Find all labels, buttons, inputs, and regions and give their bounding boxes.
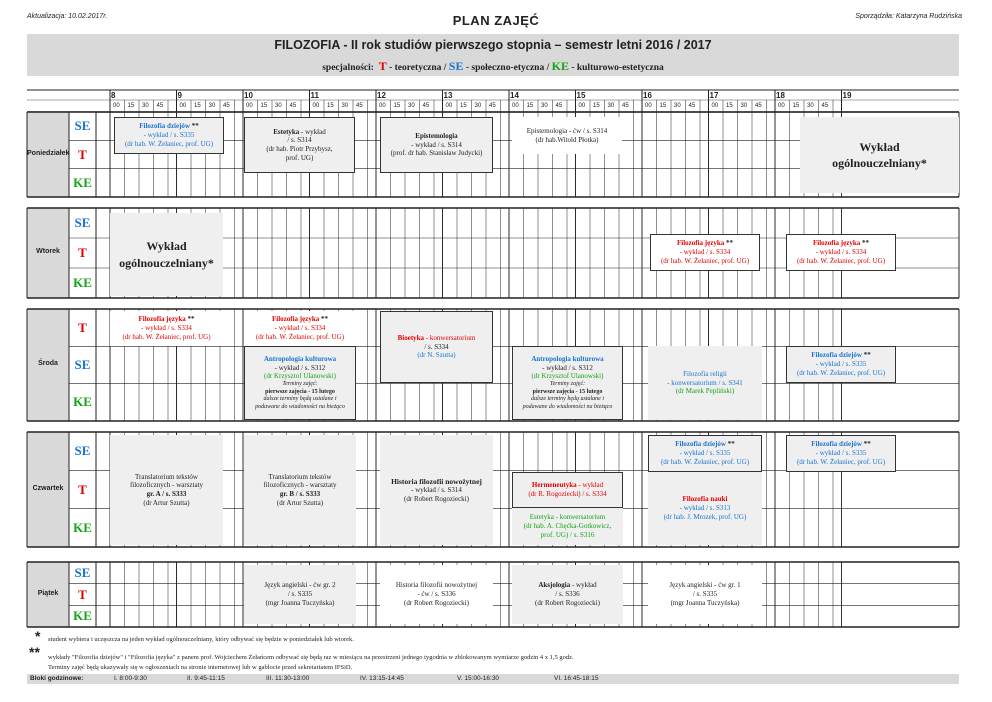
block-line: (dr hab. W. Żełaniec, prof. UG)	[796, 368, 886, 377]
thu-translatorium-b[interactable]	[244, 435, 356, 545]
tue-filozofia-jezyka-2[interactable]	[786, 234, 896, 271]
mon-wyklad-ogolnouczelniany[interactable]	[800, 117, 959, 193]
block-line: podawane do wiadomości na bieżąco	[522, 403, 613, 410]
minute-label: 15	[792, 103, 800, 109]
minute-label: 30	[341, 103, 349, 109]
block-line: ogólnouczelniany*	[832, 156, 927, 170]
block-line: - wykład / s. S335	[679, 449, 731, 458]
hour-label: 15	[576, 91, 586, 100]
block-line: (dr hab.Witold Płotka)	[535, 135, 599, 144]
footnote-1-mark: *	[35, 628, 41, 644]
block-line: (dr Robert Rogoziecki)	[404, 494, 469, 503]
fri-aksjologia[interactable]	[512, 565, 623, 624]
spec-row-label: T	[78, 245, 87, 260]
hour-label: 13	[443, 91, 453, 100]
wed-filozofia-jezyka-1[interactable]	[110, 311, 223, 346]
minute-label: 45	[289, 103, 297, 109]
minute-label: 00	[578, 103, 586, 109]
block-line: - wykład / s. S313	[679, 504, 731, 513]
wed-antropologia-kulturowa-1[interactable]	[244, 346, 356, 420]
stars: **	[727, 440, 735, 449]
minute-label: 45	[156, 103, 164, 109]
spec-row-label: T	[78, 481, 87, 497]
hour-label: 16	[643, 91, 652, 100]
block-line: ogólnouczelniany*	[119, 255, 214, 270]
spec-label: specjalności:	[322, 63, 374, 73]
block-title: Filozofia dziejów	[675, 440, 726, 449]
block-title: Historia filozofii nowożytnej	[391, 476, 482, 486]
wed-bioetyka[interactable]	[380, 311, 493, 383]
block-title: Filozofia dziejów	[811, 351, 862, 360]
block-line: (dr hab. W. Żełaniec, prof. UG)	[122, 332, 211, 341]
spec-sep: /	[544, 63, 552, 73]
block-line: (dr hab. W. Żełaniec, prof. UG)	[255, 332, 345, 341]
hour-label: 17	[709, 91, 719, 100]
spec-row-label: KE	[73, 608, 92, 624]
day-label: Poniedziałek	[27, 149, 70, 157]
block-line: - wykład / s. S334	[679, 248, 731, 257]
bloki-item: IV. 13:15-14:45	[360, 675, 404, 682]
block-line: (dr Robert Rogoziecki)	[535, 598, 600, 607]
block-line: - wykład / s. S314	[411, 140, 462, 149]
minute-label: 30	[208, 103, 216, 109]
hour-label: 8	[111, 91, 116, 100]
minute-label: 00	[246, 103, 253, 109]
mon-estetyka[interactable]	[244, 117, 355, 173]
tue-wyklad-ogolnouczelniany[interactable]	[110, 213, 223, 296]
hour-label: 10	[244, 91, 253, 100]
block-line: (dr Artur Szutta)	[276, 498, 324, 507]
minute-label: 45	[422, 103, 430, 109]
minute-label: 00	[778, 103, 785, 109]
block-line: / s. S335	[287, 590, 313, 599]
block-line: Historia filozofii nowożytnej	[395, 581, 478, 590]
block-line: podawane do wiadomości na bieżąco	[255, 403, 345, 410]
spec-desc-t: - teoretyczna	[389, 63, 442, 73]
block-title: Filozofia języka	[677, 239, 725, 248]
block-line: Język angielski - ćw gr. 1	[669, 581, 741, 590]
block-line: / s. S336	[555, 590, 580, 599]
block-title: Filozofia nauki	[682, 495, 728, 504]
block-title-suffix: - konwersatorium	[424, 333, 476, 342]
thu-translatorium-a[interactable]	[110, 435, 223, 545]
day-label: Środa	[38, 360, 58, 367]
program-title: FILOZOFIA - II rok studiów pierwszego stopnia – semestr letni 2016 / 2017	[274, 38, 712, 52]
block-line: (dr hab. W. Żełaniec, prof. UG)	[796, 457, 886, 466]
thu-filozofia-dziejow-1[interactable]	[648, 435, 762, 472]
spec-row-label: T	[78, 586, 87, 602]
stars: **	[191, 122, 199, 131]
block-line: / s. S334	[424, 342, 449, 351]
block-line: (mgr Joanna Tuczyńska)	[265, 598, 335, 607]
block-line: (dr N. Szutta)	[417, 351, 456, 360]
block-line: gr. B / s. S333	[279, 490, 321, 498]
minute-label: 15	[327, 103, 334, 109]
minute-label: 15	[260, 103, 268, 109]
stars: **	[321, 315, 328, 324]
block-title: Antropologia kulturowa	[263, 354, 337, 363]
block-line: - wykład / s. S334	[274, 324, 326, 333]
block-line: pierwsze zajęcia - 15 lutego	[532, 388, 603, 395]
block-line: Wykład	[859, 139, 900, 154]
block-line: (dr Artur Szutta)	[143, 498, 190, 507]
block-line: - wykład / s. S335	[815, 360, 867, 369]
block-title: Aksjologia	[538, 581, 571, 590]
minute-label: 15	[593, 103, 600, 109]
block-line: Terminy zajęć:	[282, 381, 318, 388]
minute-label: 15	[526, 103, 534, 109]
block-line: / s. S314	[287, 136, 312, 145]
block-line: (dr hab. J. Mrozek, prof. UG)	[663, 512, 747, 521]
spec-code-se: SE	[448, 59, 464, 73]
footnote-3: Terminy zajęć będą ukazywały się w ogłoszeniach na stronie internetowej lub w gablocie przed sekretariatem IFSiD.	[48, 664, 353, 671]
minute-label: 30	[142, 103, 149, 109]
fri-jezyk-angielski-2[interactable]	[244, 565, 356, 624]
block-line: Estetyka - konwersatorium	[529, 513, 606, 522]
mon-filozofia-dziejow[interactable]	[114, 117, 224, 154]
mon-epistemologia[interactable]	[380, 117, 493, 173]
block-line: - wykład	[301, 127, 326, 136]
block-title: Filozofia języka	[813, 239, 861, 248]
block-line: dalsze terminy będą ustalane i	[531, 396, 604, 403]
wed-filozofia-religii[interactable]	[648, 346, 762, 420]
day-label: Czwartek	[32, 484, 64, 492]
minute-label: 00	[512, 103, 519, 109]
spec-row-label: SE	[74, 357, 91, 372]
minute-label: 30	[674, 103, 681, 109]
thu-historia-filozofii[interactable]	[380, 435, 493, 545]
hour-label: 12	[377, 91, 386, 100]
minute-label: 45	[755, 103, 762, 109]
block-title: Filozofia języka	[138, 315, 186, 324]
minute-label: 00	[645, 103, 652, 109]
bloki-item: V. 15:00-16:30	[457, 675, 500, 682]
bloki-label: Bloki godzinowe:	[30, 675, 84, 682]
fri-historia-filozofii-cw[interactable]	[380, 565, 493, 624]
spec-row-label: T	[78, 146, 87, 162]
block-line: (dr Marek Pepliński)	[675, 387, 735, 396]
minute-label: 45	[821, 103, 829, 109]
block-line: - wykład / s. S335	[815, 449, 867, 458]
spec-row-label: KE	[73, 275, 92, 290]
spec-row-label: SE	[74, 443, 91, 459]
block-line: (dr Krzysztof Ulanowski)	[264, 372, 336, 381]
block-line: (dr Robert Rogoziecki)	[404, 598, 469, 607]
block-line: prof. UG)	[285, 153, 314, 162]
block-title: Hermeneutyka	[531, 481, 577, 490]
minute-label: 45	[555, 103, 563, 109]
stars: **	[863, 351, 871, 360]
minute-label: 30	[541, 103, 548, 109]
day-label: Wtorek	[36, 248, 60, 255]
thu-filozofia-nauki[interactable]	[648, 472, 762, 545]
block-line: filozoficznych - warsztaty	[129, 481, 204, 490]
block-line: (mgr Joanna Tuczyńska)	[670, 598, 740, 607]
minute-label: 00	[379, 103, 386, 109]
minute-label: 15	[194, 103, 201, 109]
block-line: - wykład / s. S335	[143, 131, 195, 140]
day-label: Piątek	[37, 589, 59, 597]
block-line: (dr Krzysztof Ulanowski)	[531, 372, 604, 381]
minute-label: 30	[275, 103, 282, 109]
block-line: filozoficznych - warsztaty	[263, 481, 337, 490]
spec-row-label: KE	[73, 394, 92, 410]
stars: **	[726, 239, 733, 248]
hour-label: 19	[842, 91, 852, 100]
spec-row-label: SE	[74, 215, 91, 230]
minute-label: 15	[127, 103, 135, 109]
fri-jezyk-angielski-1[interactable]	[648, 565, 762, 624]
block-line: (dr hab. Piotr Przybysz,	[266, 145, 333, 153]
thu-estetyka-konw[interactable]	[512, 508, 623, 545]
bloki-item: VI. 16:45-18:15	[554, 675, 599, 682]
wed-filozofia-jezyka-2[interactable]	[244, 311, 356, 346]
mon-epistemologia-cw[interactable]	[512, 117, 622, 154]
stars: **	[862, 239, 869, 248]
minute-label: 30	[740, 103, 748, 109]
time-blocks-legend	[27, 674, 959, 684]
block-line: / s. S335	[692, 590, 718, 599]
wed-filozofia-dziejow[interactable]	[786, 346, 896, 383]
spec-desc-ke: - kulturowo-estetyczna	[571, 63, 664, 73]
block-line: - wykład / s. S334	[141, 324, 192, 333]
minute-label: 45	[622, 103, 629, 109]
footnote-2-mark: **	[29, 644, 40, 660]
block-title: Antropologia kulturowa	[531, 354, 604, 363]
stars: **	[187, 315, 195, 324]
spec-row-label: T	[78, 319, 87, 335]
spec-sep: /	[441, 63, 449, 73]
update-date: Aktualizacja: 10.02.2017r.	[27, 13, 108, 20]
wed-antropologia-kulturowa-2[interactable]	[512, 346, 623, 420]
minute-label: 00	[179, 103, 187, 109]
spec-row-label: KE	[73, 519, 92, 535]
block-line: (prof. dr hab. Stanisław Judycki)	[390, 149, 483, 158]
minute-label: 00	[711, 103, 719, 109]
block-line: Translatorium tekstów	[135, 472, 198, 481]
minute-label: 45	[688, 103, 696, 109]
spec-row-label: SE	[74, 564, 91, 580]
tue-filozofia-jezyka-1[interactable]	[650, 234, 760, 271]
thu-hermeneutyka[interactable]	[512, 472, 623, 508]
hour-label: 11	[310, 91, 319, 100]
spec-desc-se: - społeczno-etyczna	[465, 63, 545, 73]
block-line: - wykład / s. S312	[274, 363, 326, 372]
block-line: Filozofia religii	[683, 369, 727, 378]
block-line: dalsze terminy będą ustalane i	[263, 396, 337, 403]
block-line: - ćw / s. S336	[417, 590, 456, 599]
minute-label: 45	[356, 103, 363, 109]
block-line: Wykład	[146, 239, 187, 254]
bloki-item: I. 8:00-9:30	[114, 675, 147, 682]
block-title-suffix: - wykład	[570, 581, 597, 590]
hour-label: 18	[776, 91, 785, 100]
minute-label: 00	[312, 103, 320, 109]
minute-label: 30	[474, 103, 482, 109]
hour-label: 14	[510, 91, 519, 100]
footnote-1: student wybiera i uczęszcza na jeden wykład ogólnouczelniany, który odbywać się będzie w poniedziałek lub wtorek.	[48, 636, 354, 643]
block-line: - wykład / s. S314	[411, 485, 462, 494]
stars: **	[863, 440, 871, 449]
block-line: - wykład / s. S312	[542, 363, 593, 372]
block-line: - wykład / s. S334	[815, 248, 867, 257]
thu-filozofia-dziejow-2[interactable]	[786, 435, 896, 472]
block-title: Filozofia dziejów	[811, 440, 862, 449]
minute-label: 30	[807, 103, 814, 109]
block-title: Filozofia dziejów	[139, 122, 190, 131]
block-line: - konwersatorium / s. S341	[667, 378, 743, 387]
block-line: (dr hab. W. Żełaniec, prof. UG)	[796, 256, 886, 265]
minute-label: 30	[408, 103, 415, 109]
minute-label: 15	[659, 103, 667, 109]
minute-label: 45	[223, 103, 230, 109]
block-line: Translatorium tekstów	[268, 472, 332, 481]
block-title: Bioetyka	[397, 333, 425, 342]
block-line: prof. UG) / s. S316	[540, 530, 595, 539]
block-line: (dr hab. A. Chęćka-Gotkowicz,	[523, 522, 612, 531]
minute-label: 00	[113, 103, 120, 109]
minute-label: 00	[445, 103, 453, 109]
minute-label: 15	[393, 103, 401, 109]
block-title: Epistemologia	[415, 131, 458, 140]
block-title: Filozofia języka	[272, 315, 320, 324]
spec-code-ke: KE	[551, 59, 569, 73]
footnote-2: wykłady "Filozofia dziejów" i "Filozofia języka" z panem prof. Wojciechem Żełańcem odbywać się będą raz w miesiącu na przestrzeni jednego tygodnia w zblokowanym wymiarze godzin 4 x 1,5 godz.	[48, 654, 574, 661]
spec-row-label: SE	[74, 118, 91, 134]
block-title-suffix: - wykład	[576, 481, 604, 490]
block-line: Terminy zajęć:	[549, 381, 586, 388]
block-title: Estetyka	[273, 127, 300, 136]
block-line: pierwsze zajęcia - 15 lutego	[265, 388, 335, 395]
block-line: Epistemologia - ćw / s. S314	[526, 126, 608, 135]
bloki-item: II. 9:45-11:15	[187, 675, 225, 682]
minute-label: 15	[726, 103, 733, 109]
spec-row-label: KE	[73, 174, 92, 190]
block-line: gr. A / s. S333	[146, 490, 187, 498]
block-line: Język angielski - ćw gr. 2	[264, 581, 336, 590]
page-title: PLAN ZAJĘĆ	[452, 13, 540, 28]
author: Sporządziła: Katarzyna Rudzińska	[855, 13, 962, 20]
bloki-item: III. 11:30-13:00	[266, 675, 310, 682]
block-line: (dr R. Rogoziecki) / s. S334	[528, 490, 607, 498]
minute-label: 30	[607, 103, 615, 109]
minute-label: 45	[489, 103, 496, 109]
hour-label: 9	[177, 91, 182, 100]
spec-code-t: T	[378, 59, 387, 73]
block-line: (dr hab. W. Żełaniec, prof. UG)	[660, 256, 750, 265]
block-line: (dr hab. W. Żełaniec, prof. UG)	[124, 139, 214, 148]
block-line: (dr hab. W. Żełaniec, prof. UG)	[660, 457, 750, 466]
minute-label: 15	[460, 103, 467, 109]
